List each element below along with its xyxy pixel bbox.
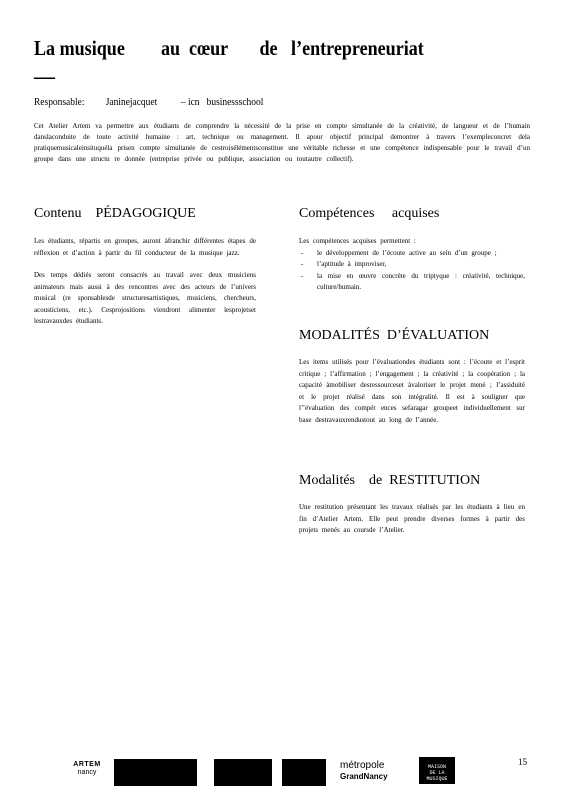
metropole-logo-line1: métropole <box>340 760 385 771</box>
artem-logo-line2: nancy <box>77 769 97 776</box>
partner-logo-block <box>214 759 272 786</box>
metropole-logo <box>340 760 406 782</box>
page-number: 15 <box>518 757 527 767</box>
artem-logo-line1: ARTEM <box>73 761 101 768</box>
maison-musique-logo-text: MAISON DE LA MUSIQUE <box>426 764 448 782</box>
metropole-logo-line2: GrandNancy <box>340 772 388 781</box>
partner-logo-block <box>282 759 326 786</box>
restitution-heading: Modalités de RESTITUTION <box>299 473 481 488</box>
contenu-paragraph-2: Des temps dédiés seront consacrés au travail avec deux musiciens animateurs mais aussi à des rencontres avec des acteurs de l’univers musical (re sponsablesde structuresartistiques, musiciens, chercheurs, acousticiens, etc.). Cesprojositions viendront alimenter lesprojetset lestravauxdes étudiants. <box>34 271 256 325</box>
list-item: - la mise en œuvre concrète du triptyque : créativité, technique, culture/humain. <box>299 271 525 294</box>
intro-paragraph: Cet Atelier Artem va permettre aux étudiants de comprendre la nécessité de la prise en compte simultanée de la créativité, de langueur et de l’humain danslaconduite de toute activité humaine : art, technique ou management. Il apour objectif principal demontrer à travers l’exempleconcret dela pratiquemusicaleinsituquéla prisen compte simultanée de cestroisélémentsconstitue une véritable richesse et une compétence indispensable pour le travail d’un groupe dans une structu re donnée (entreprise privée ou publique, association ou toutautre collectif). <box>34 122 530 163</box>
contenu-paragraph-1: Les étudiants, répartis en groupes, auront àfranchir différentes étapes de réflexion et d’action à partir du fil conducteur de la musique jazz. <box>34 237 256 257</box>
title-dash: — <box>34 64 55 88</box>
contenu-section <box>34 236 256 328</box>
maison-musique-logo <box>419 757 455 784</box>
competences-intro: Les compétences acquises permettent : <box>299 237 416 245</box>
list-item: - l’aptitude à improviser, <box>299 259 525 271</box>
partner-logo-block <box>114 759 197 786</box>
contenu-heading: Contenu PÉDAGOGIQUE <box>34 206 196 221</box>
artem-logo <box>66 761 108 777</box>
page-title: La musique au cœur de l’entrepreneuriat <box>34 36 424 60</box>
competences-section <box>299 236 525 294</box>
competences-list <box>299 248 525 294</box>
responsable-line: Responsable: Janinejacquet – icn businessschool <box>34 96 264 108</box>
evaluation-text: Les items utilisés pour l’évaluationdes étudiants sont : l’écoute et l’esprit critique ; l’affirmation ; l’engagement ; la créativité ; la coopération ; la capacité àmobiliser desressourceset àvaloriser le projet mené ; l’assiduité et le projet réalisé dans son intégralité. Il est à souligner que l’’évaluation des compét ences sefaragar groupeet individuellement sur base destravauxrendustout au long de l’année. <box>299 358 525 424</box>
competences-heading: Compétences acquises <box>299 206 440 221</box>
list-item: - le développement de l’écoute active au sein d’un groupe ; <box>299 248 525 260</box>
evaluation-heading: MODALITÉS D’ÉVALUATION <box>299 328 490 343</box>
restitution-text: Une restitution présentant les travaux réalisés par les étudiants à lieu en fin d’Atelier Artem. Elle peut prendre diverses formes à partir des projets menés au coursde l’Atelier. <box>299 503 525 534</box>
